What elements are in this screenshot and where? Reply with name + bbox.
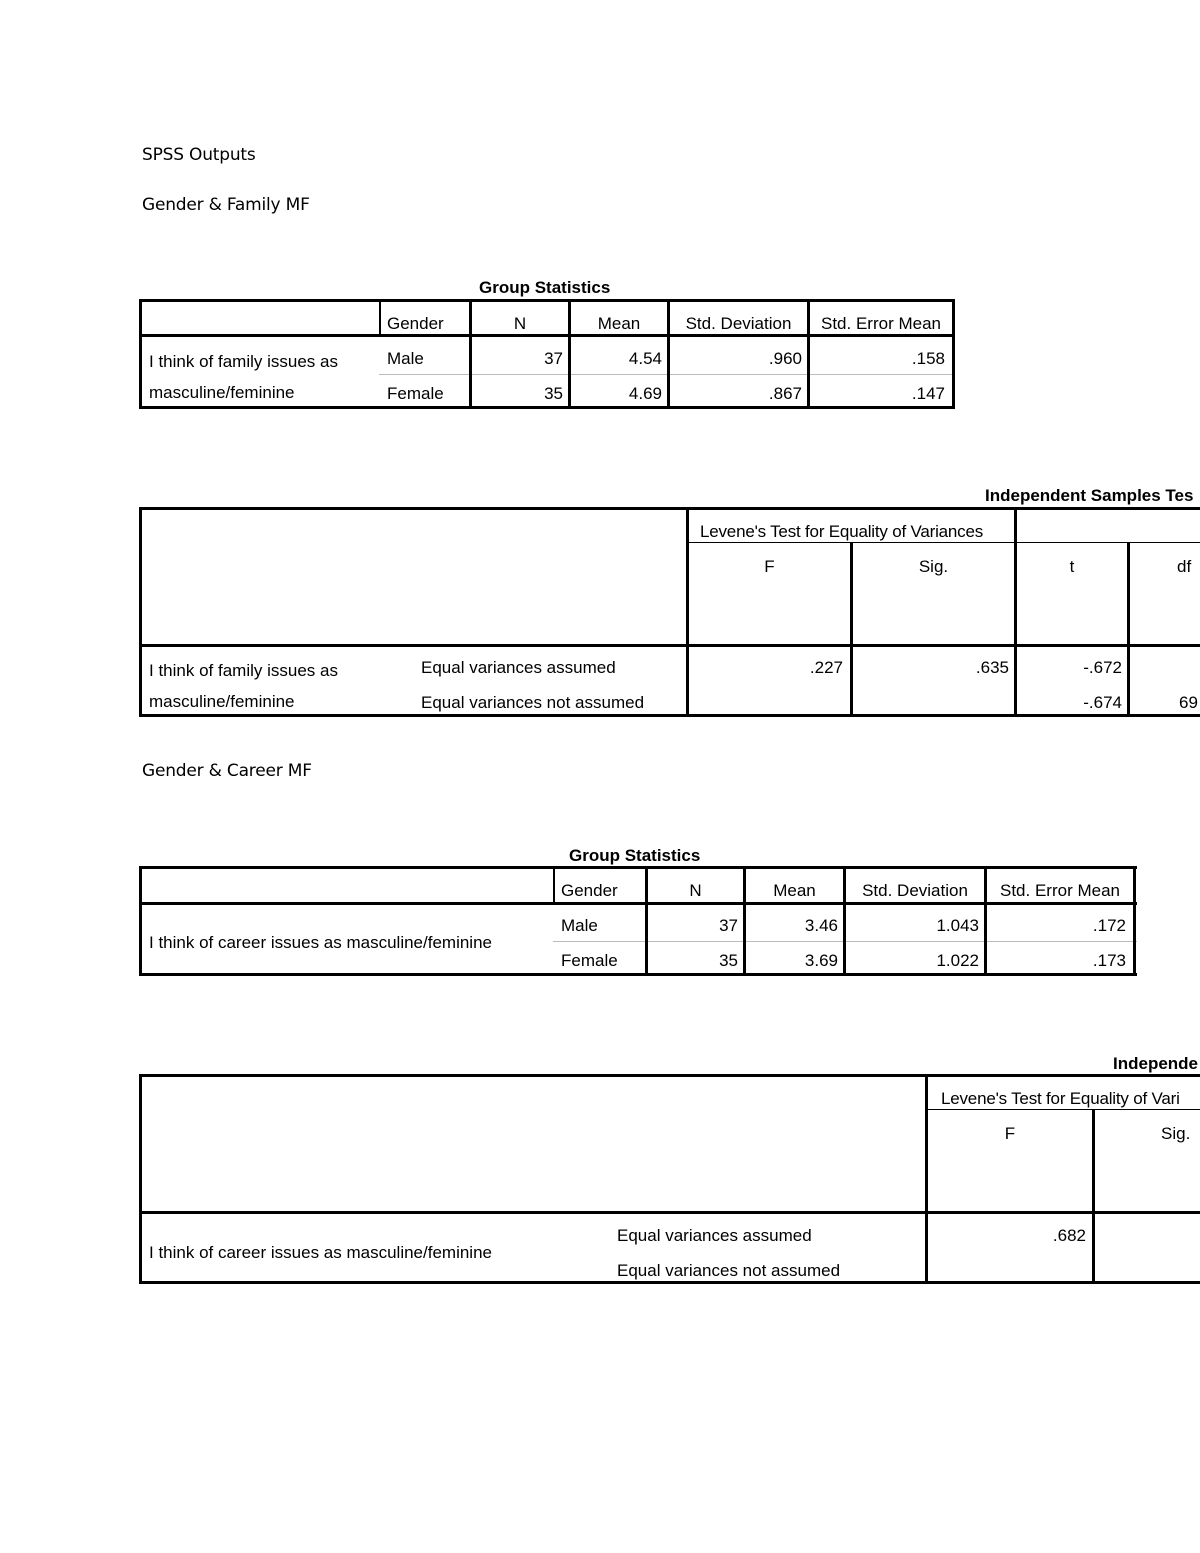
header-mean: Mean — [597, 314, 641, 333]
table-border — [139, 299, 955, 302]
header-std-deviation: Std. Deviation — [685, 314, 792, 333]
table-border — [139, 1211, 1200, 1214]
cell-f: .227 — [809, 658, 843, 677]
row-label: I think of family issues as — [149, 661, 338, 680]
table-border — [139, 644, 1200, 647]
header-std-deviation: Std. Deviation — [862, 881, 968, 900]
header-std-error-mean: Std. Error Mean — [821, 314, 941, 333]
cell-mean: 4.54 — [628, 349, 662, 368]
cell-n: 35 — [544, 384, 563, 403]
table-border — [687, 542, 1200, 543]
cell-mean: 3.69 — [804, 951, 838, 970]
header-n: N — [513, 314, 527, 333]
table-border — [139, 406, 955, 409]
cell-se: .173 — [1092, 951, 1126, 970]
table-border — [925, 1074, 928, 1284]
cell-df: 69 — [1179, 693, 1198, 712]
cell-n: 37 — [719, 916, 738, 935]
table-border — [139, 299, 142, 409]
cell-variance-label: Equal variances not assumed — [421, 693, 645, 712]
cell-variance-label: Equal variances assumed — [617, 1226, 812, 1245]
document-heading: SPSS Outputs — [142, 145, 256, 165]
cell-f: .682 — [1052, 1226, 1086, 1245]
table-border — [952, 299, 955, 409]
row-label: masculine/feminine — [149, 383, 295, 402]
table-border — [1092, 1109, 1095, 1284]
cell-variance-label: Equal variances assumed — [421, 658, 616, 677]
cell-variance-label: Equal variances not assumed — [617, 1261, 841, 1280]
cell-se: .158 — [911, 349, 945, 368]
table-border — [139, 866, 1137, 869]
header-mean: Mean — [773, 881, 816, 900]
cell-se: .147 — [911, 384, 945, 403]
cell-sd: 1.043 — [936, 916, 979, 935]
header-gender: Gender — [387, 314, 444, 333]
table-border — [686, 507, 689, 717]
table-title: Group Statistics — [479, 278, 611, 297]
table-border — [379, 299, 381, 337]
row-label: I think of career issues as masculine/feminine — [149, 1243, 492, 1262]
table-border — [139, 1281, 1200, 1284]
cell-mean: 4.69 — [628, 384, 662, 403]
header-df: df — [1177, 557, 1192, 576]
table-border — [139, 507, 142, 717]
header-gender: Gender — [561, 881, 618, 900]
table-border — [139, 507, 1200, 510]
header-n: N — [689, 881, 702, 900]
table-border — [139, 866, 142, 976]
table-title: Independe — [1113, 1054, 1199, 1073]
row-label: masculine/feminine — [149, 692, 295, 711]
table-border — [1133, 866, 1136, 976]
table-border — [139, 973, 1137, 976]
cell-sd: .867 — [768, 384, 802, 403]
header-t: t — [1069, 557, 1075, 576]
cell-gender: Female — [561, 951, 618, 970]
cell-n: 37 — [544, 349, 563, 368]
table-border — [139, 1074, 1200, 1077]
cell-n: 35 — [719, 951, 738, 970]
row-label: I think of career issues as masculine/feminine — [149, 933, 492, 952]
cell-se: .172 — [1092, 916, 1126, 935]
levene-header: Levene's Test for Equality of Variances — [700, 522, 984, 541]
table-border — [139, 902, 1137, 905]
section-heading-career: Gender & Career MF — [142, 761, 312, 781]
cell-t: -.672 — [1083, 658, 1122, 677]
row-label: I think of family issues as — [149, 352, 338, 371]
cell-gender: Male — [561, 916, 598, 935]
levene-header: Levene's Test for Equality of Vari — [941, 1089, 1180, 1108]
header-f: F — [1004, 1124, 1016, 1143]
table-title: Independent Samples Tes — [985, 486, 1194, 505]
cell-gender: Male — [387, 349, 424, 368]
cell-gender: Female — [387, 384, 444, 403]
table-border — [139, 1074, 142, 1284]
header-sig: Sig. — [1161, 1124, 1191, 1143]
cell-t: -.674 — [1083, 693, 1122, 712]
header-sig: Sig. — [918, 557, 949, 576]
table-border — [139, 714, 1200, 717]
cell-mean: 3.46 — [804, 916, 838, 935]
table-border — [139, 334, 955, 337]
table-border — [1014, 507, 1017, 717]
cell-sd: .960 — [768, 349, 802, 368]
header-f: F — [764, 557, 775, 576]
table-border — [927, 1109, 1200, 1110]
table-title: Group Statistics — [569, 846, 701, 865]
table-border — [553, 866, 555, 904]
table-border — [1127, 542, 1130, 717]
header-std-error-mean: Std. Error Mean — [1000, 881, 1120, 900]
cell-sig: .635 — [975, 658, 1009, 677]
cell-sd: 1.022 — [936, 951, 979, 970]
section-heading-family: Gender & Family MF — [142, 195, 310, 215]
